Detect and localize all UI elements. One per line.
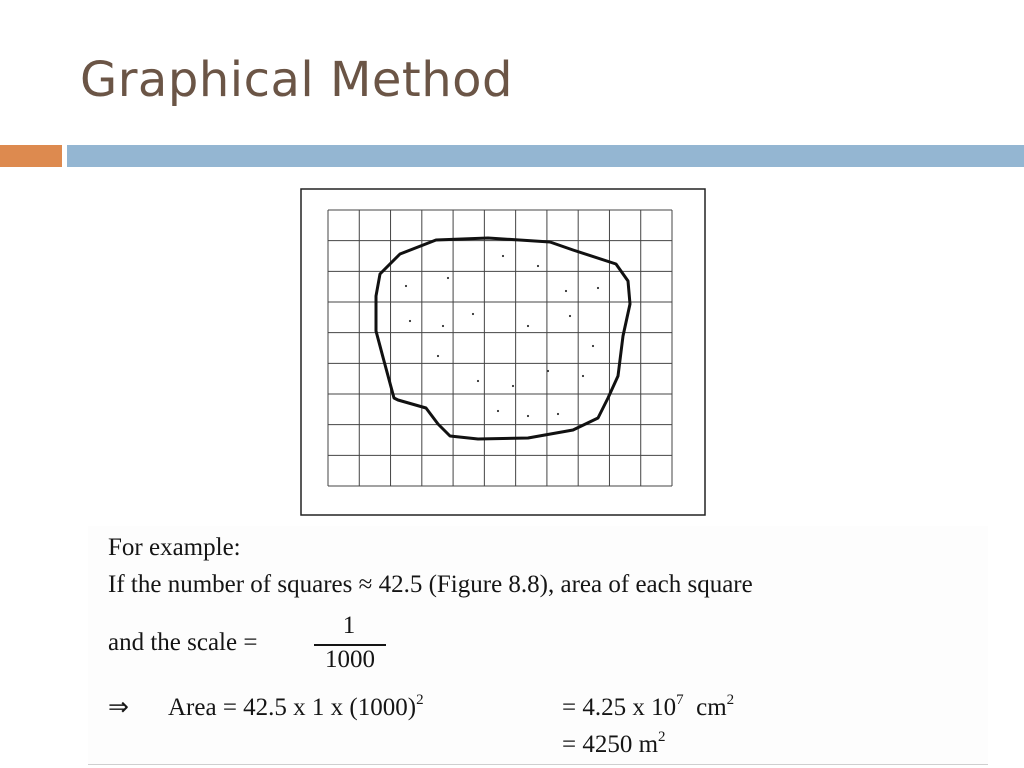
grid-dot (472, 313, 474, 315)
grid-dot (409, 320, 411, 322)
area-formula (168, 692, 424, 722)
scale-fraction-denominator: 1000 (325, 646, 375, 673)
grid-dot (527, 415, 529, 417)
grid-area-figure (298, 186, 728, 526)
area-result-cm-unit-exponent: 2 (726, 692, 735, 708)
grid-dot (582, 375, 584, 377)
grid-dot (565, 290, 567, 292)
grid-dot (592, 345, 594, 347)
grid-dot (405, 285, 407, 287)
grid-dot (569, 315, 571, 317)
area-result-cm-exponent: 7 (676, 692, 684, 708)
title-accent-bar-blue (67, 145, 1024, 167)
grid-dot (557, 413, 559, 415)
grid-dot (527, 325, 529, 327)
area-result-cm (562, 692, 734, 722)
area-formula-text: Area = 42.5 x 1 x (1000) (168, 694, 417, 721)
grid-dot (447, 277, 449, 279)
implies-arrow: ⇒ (108, 694, 129, 721)
title-accent-bar-orange (0, 145, 62, 167)
squares-statement: If the number of squares ≈ 42.5 (Figure 8.8), area of each square (108, 571, 753, 598)
grid-dot (547, 370, 549, 372)
scale-label: and the scale = (108, 629, 258, 656)
page-title: Graphical Method (80, 52, 513, 108)
grid-dot (442, 325, 444, 327)
scale-fraction-numerator: 1 (342, 612, 356, 639)
grid-dot (537, 265, 539, 267)
grid-dot (502, 255, 504, 257)
area-result-m (562, 729, 666, 759)
area-result-m-exponent: 2 (658, 729, 666, 745)
grid-dot (512, 385, 514, 387)
grid-dot (477, 380, 479, 382)
example-heading: For example: (108, 534, 241, 561)
grid-figure-image (298, 186, 728, 526)
grid-dot (597, 287, 599, 289)
area-result-cm-unit: cm (696, 694, 727, 721)
area-result-m-value: = 4250 m (562, 731, 659, 758)
grid-dot (437, 355, 439, 357)
area-result-cm-value: = 4.25 x 10 (562, 694, 677, 721)
example-calculation-panel (88, 526, 988, 765)
grid-dot (497, 410, 499, 412)
area-formula-exponent: 2 (416, 692, 424, 708)
